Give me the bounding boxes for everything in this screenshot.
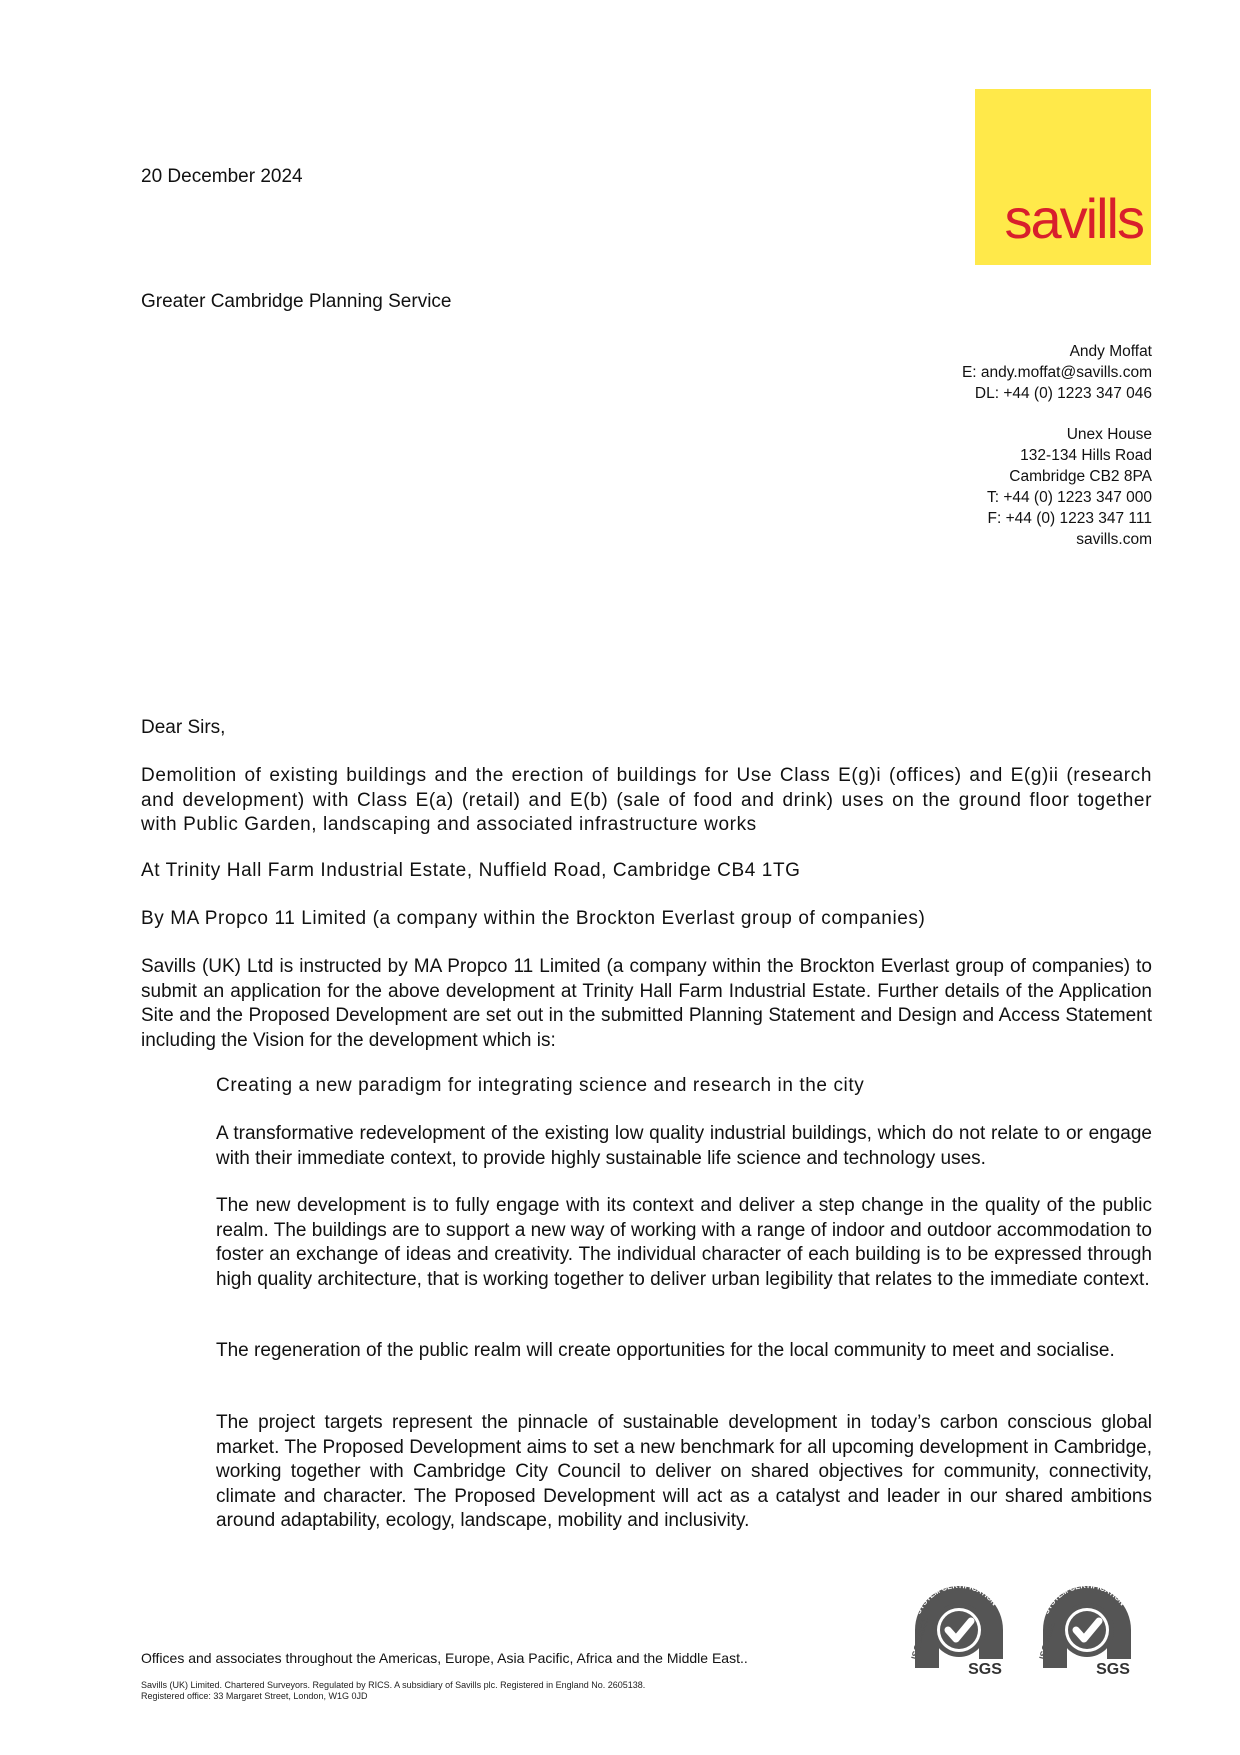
badge-arc-text: SYSTEM CERTIFICATION (1041, 1580, 1128, 1616)
subject-description: Demolition of existing buildings and the erection of buildings for Use Class E(g)i (offices) and E(g)ii (research and development) with Class E(a) (retail) and E(b) (sale of food and drink) uses on the ground floor together with Public Garden, landscaping and associated infrastructure works (141, 765, 1152, 835)
address-line: Cambridge CB2 8PA (1009, 468, 1152, 485)
legal-notice (141, 1680, 645, 1702)
salutation: Dear Sirs, (141, 717, 226, 738)
vision-heading: Creating a new paradigm for integrating science and research in the city (216, 1075, 865, 1096)
badge-brand: SGS (968, 1661, 1002, 1678)
subject-address: At Trinity Hall Farm Industrial Estate, Nuffield Road, Cambridge CB4 1TG (141, 860, 801, 881)
contact-email: E: andy.moffat@savills.com (961, 364, 1152, 381)
contact-fax: F: +44 (0) 1223 347 111 (987, 510, 1152, 527)
savills-logo-text: savills (1004, 187, 1143, 250)
offices-statement: Offices and associates throughout the Americas, Europe, Asia Pacific, Africa and the Middle East.. (141, 1650, 748, 1666)
badge-standard: ISO 9001 (1037, 1621, 1057, 1661)
contact-website: savills.com (1076, 531, 1152, 548)
contact-block (752, 341, 1152, 550)
vision-paragraph: The regeneration of the public realm will create opportunities for the local community to meet and socialise. (216, 1340, 1115, 1361)
intro-paragraph: Savills (UK) Ltd is instructed by MA Propco 11 Limited (a company within the Brockton Everlast group of companies) to submit an application for the above development at Trinity Hall Farm Industrial Estate. Further details of the Application Site and the Proposed Development are set out in the submitted Planning Statement and Design and Access Statement including the Vision for the development which is: (141, 956, 1152, 1051)
vision-paragraph: The project targets represent the pinnacle of sustainable development in today’s carbon conscious global market. The Proposed Development aims to set a new benchmark for all upcoming development in Cambridge, working together with Cambridge City Council to deliver on shared objectives for community, connectivity, climate and character. The Proposed Development will act as a catalyst and leader in our shared ambitions around adaptability, ecology, landscape, mobility and inclusivity. (216, 1412, 1152, 1531)
letter-date: 20 December 2024 (141, 166, 303, 187)
legal-line: Registered office: 33 Margaret Street, London, W1G 0JD (141, 1691, 368, 1701)
badge-arc-text: SYSTEM CERTIFICATION (913, 1580, 1000, 1616)
badge-standard: ISO 14001 (909, 1616, 931, 1661)
recipient: Greater Cambridge Planning Service (141, 291, 452, 312)
address-line: Unex House (1066, 426, 1152, 443)
badge-brand: SGS (1096, 1661, 1130, 1678)
vision-paragraph: The new development is to fully engage with its context and deliver a step change in the quality of the public realm. The buildings are to support a new way of working with a range of indoor and outdoor accommodation to foster an exchange of ideas and creativity. The individual character of each building is to be expressed through high quality architecture, that is working together to deliver urban legibility that relates to the immediate context. (216, 1195, 1152, 1290)
iso-14001-badge-icon (903, 1570, 1015, 1682)
contact-name: Andy Moffat (1069, 343, 1152, 360)
subject-applicant: By MA Propco 11 Limited (a company within the Brockton Everlast group of companies) (141, 908, 926, 929)
iso-9001-badge-icon (1031, 1570, 1143, 1682)
legal-line: Savills (UK) Limited. Chartered Surveyors. Regulated by RICS. A subsidiary of Savills plc. Registered in England No. 2605138. (141, 1680, 646, 1690)
vision-paragraph: A transformative redevelopment of the existing low quality industrial buildings, which do not relate to or engage with their immediate context, to provide highly sustainable life science and technology uses. (216, 1123, 1152, 1169)
contact-direct-line: DL: +44 (0) 1223 347 046 (974, 385, 1152, 402)
contact-telephone: T: +44 (0) 1223 347 000 (986, 489, 1152, 506)
savills-logo (975, 89, 1151, 265)
address-line: 132-134 Hills Road (1020, 447, 1152, 464)
